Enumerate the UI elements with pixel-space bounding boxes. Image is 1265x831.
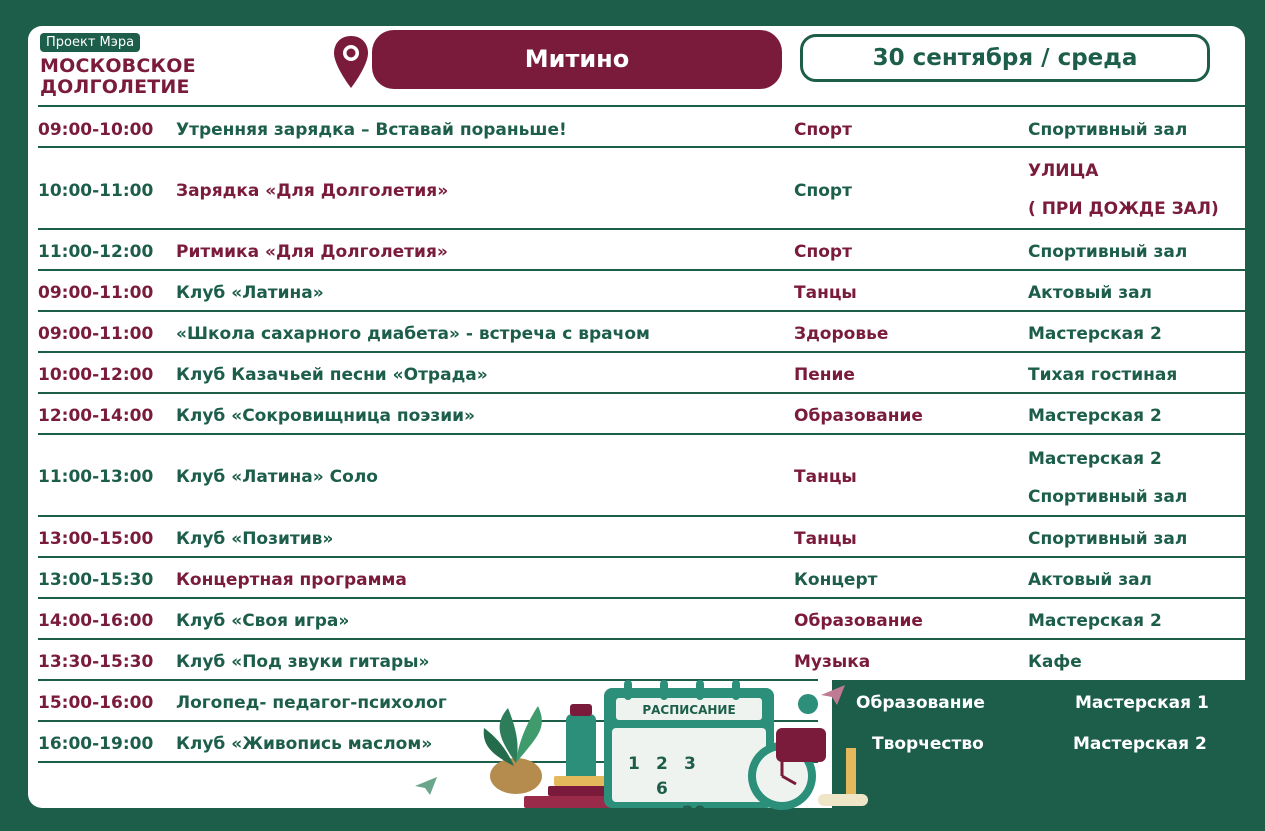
row-title: Клуб «Латина» Соло bbox=[176, 467, 378, 487]
calendar-ring-shape bbox=[696, 680, 704, 700]
table-divider bbox=[38, 228, 1245, 230]
row-category: Музыка bbox=[794, 652, 871, 672]
row-time: 11:00-13:00 bbox=[38, 467, 154, 487]
plant-leaf-shape bbox=[516, 706, 542, 763]
calendar-title: РАСПИСАНИЕ bbox=[642, 703, 736, 717]
row-title: Логопед- педагог-психолог bbox=[176, 693, 447, 713]
date-badge: 30 сентября / среда bbox=[800, 34, 1210, 82]
row-category: Танцы bbox=[794, 529, 857, 549]
row-category: Творчество bbox=[872, 734, 984, 754]
table-divider bbox=[38, 638, 1245, 640]
eraser-shape bbox=[818, 794, 868, 806]
district-badge: Митино bbox=[372, 30, 782, 89]
globe-shape bbox=[798, 694, 818, 714]
brand-name-line1: МОСКОВСКОЕ bbox=[40, 55, 196, 77]
row-title: Клуб «Своя игра» bbox=[176, 611, 350, 631]
row-category: Танцы bbox=[794, 283, 857, 303]
table-divider bbox=[38, 597, 1245, 599]
paper-plane-icon bbox=[414, 776, 438, 796]
row-place: Спортивный зал bbox=[1028, 120, 1188, 140]
brand-tag: Проект Мэра bbox=[40, 33, 140, 52]
row-place: Спортивный зал bbox=[1028, 529, 1188, 549]
location-pin-icon bbox=[332, 34, 370, 90]
row-place: Мастерская 2 bbox=[1028, 324, 1162, 344]
row-place: Спортивный зал bbox=[1028, 242, 1188, 262]
row-title: Концертная программа bbox=[176, 570, 407, 590]
row-place: Мастерская 2 bbox=[1028, 449, 1162, 469]
row-place: Актовый зал bbox=[1028, 570, 1152, 590]
table-divider bbox=[38, 351, 1245, 353]
row-title: Клуб Казачьей песни «Отрада» bbox=[176, 365, 488, 385]
row-time: 10:00-11:00 bbox=[38, 181, 154, 201]
table-divider bbox=[38, 105, 1245, 107]
row-time: 16:00-19:00 bbox=[38, 734, 154, 754]
row-title: Ритмика «Для Долголетия» bbox=[176, 242, 448, 262]
row-category: Спорт bbox=[794, 181, 852, 201]
plant-pot-shape bbox=[490, 758, 542, 794]
table-divider bbox=[38, 269, 1245, 271]
row-time: 15:00-16:00 bbox=[38, 693, 154, 713]
row-time: 14:00-16:00 bbox=[38, 611, 154, 631]
row-place: УЛИЦА bbox=[1028, 161, 1099, 181]
row-time: 12:00-14:00 bbox=[38, 406, 154, 426]
calendar-number: 20 bbox=[682, 803, 706, 823]
row-time: 13:30-15:30 bbox=[38, 652, 154, 672]
row-place: Мастерская 2 bbox=[1028, 611, 1162, 631]
calendar-number: 1 bbox=[628, 754, 640, 774]
row-place: Кафе bbox=[1028, 652, 1082, 672]
row-title: Клуб «Живопись маслом» bbox=[176, 734, 433, 754]
table-divider bbox=[38, 433, 1245, 435]
row-title: Клуб «Латина» bbox=[176, 283, 324, 303]
row-category: Спорт bbox=[794, 120, 852, 140]
row-time: 09:00-10:00 bbox=[38, 120, 154, 140]
row-title: Клуб «Позитив» bbox=[176, 529, 334, 549]
table-divider bbox=[38, 392, 1245, 394]
row-place: Тихая гостиная bbox=[1028, 365, 1178, 385]
row-place-secondary: Спортивный зал bbox=[1028, 487, 1188, 507]
row-time: 09:00-11:00 bbox=[38, 283, 154, 303]
row-category: Танцы bbox=[794, 467, 857, 487]
calendar-number: 3 bbox=[684, 754, 696, 774]
table-divider bbox=[38, 556, 1245, 558]
row-place: Мастерская 2 bbox=[1028, 406, 1162, 426]
row-category: Концерт bbox=[794, 570, 878, 590]
bottle-cap-shape bbox=[570, 704, 592, 716]
row-category: Спорт bbox=[794, 242, 852, 262]
row-place: Мастерская 2 bbox=[1073, 734, 1207, 754]
brand-logo-text bbox=[40, 56, 210, 98]
table-divider bbox=[38, 146, 1245, 148]
calendar-number: 2 bbox=[656, 754, 668, 774]
row-time: 11:00-12:00 bbox=[38, 242, 154, 262]
row-category: Здоровье bbox=[794, 324, 889, 344]
calendar-ring-shape bbox=[624, 680, 632, 700]
row-category: Пение bbox=[794, 365, 855, 385]
calendar-ring-shape bbox=[732, 680, 740, 700]
row-place: Мастерская 1 bbox=[1075, 693, 1209, 713]
calendar-number: 6 bbox=[656, 779, 668, 799]
brand-name-line2: ДОЛГОЛЕТИЕ bbox=[40, 76, 190, 98]
row-title: Клуб «Под звуки гитары» bbox=[176, 652, 430, 672]
row-time: 09:00-11:00 bbox=[38, 324, 154, 344]
row-time: 10:00-12:00 bbox=[38, 365, 154, 385]
calendar-ring-shape bbox=[660, 680, 668, 700]
row-place: Актовый зал bbox=[1028, 283, 1152, 303]
table-divider bbox=[38, 515, 1245, 517]
row-time: 13:00-15:30 bbox=[38, 570, 154, 590]
schedule-illustration bbox=[398, 658, 868, 823]
row-category: Образование bbox=[856, 693, 985, 713]
row-category: Образование bbox=[794, 611, 923, 631]
cylinder-shape bbox=[776, 728, 826, 762]
row-title: «Школа сахарного диабета» - встреча с врачом bbox=[176, 324, 650, 344]
schedule-card bbox=[28, 26, 1245, 823]
table-divider bbox=[38, 310, 1245, 312]
row-time: 13:00-15:00 bbox=[38, 529, 154, 549]
pencil-shape bbox=[846, 748, 856, 796]
row-category: Образование bbox=[794, 406, 923, 426]
bottle-shape bbox=[566, 714, 596, 784]
row-title: Зарядка «Для Долголетия» bbox=[176, 181, 449, 201]
row-place-secondary: ( ПРИ ДОЖДЕ ЗАЛ) bbox=[1028, 199, 1219, 219]
row-title: Утренняя зарядка – Вставай пораньше! bbox=[176, 120, 567, 140]
paper-plane-icon bbox=[820, 684, 846, 706]
row-title: Клуб «Сокровищница поэзии» bbox=[176, 406, 476, 426]
